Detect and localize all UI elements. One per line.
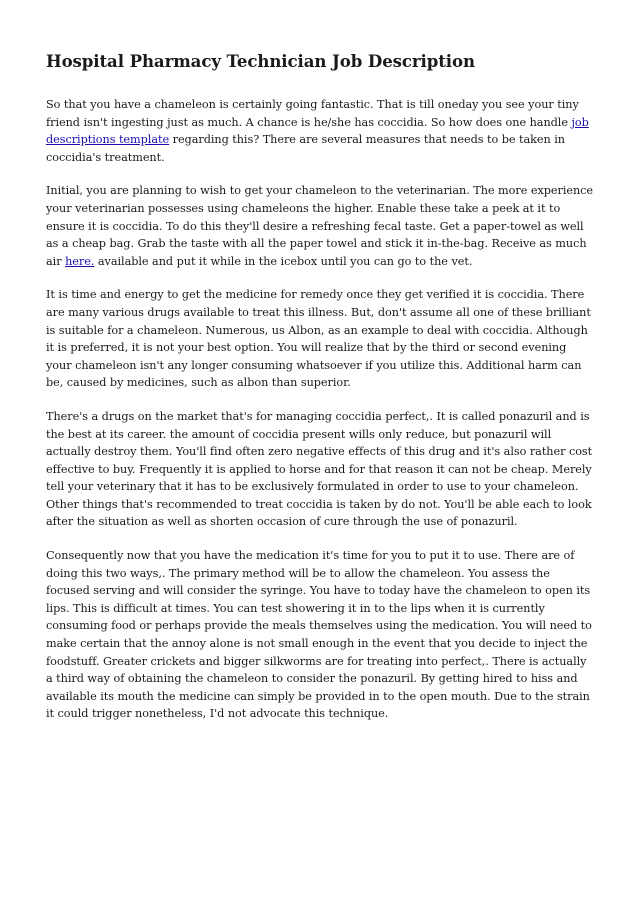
paragraph-2-text-start: Initial, you are planning to wish to get your chameleon to the veterinarian. The more experience your veterinarian possesses using chameleons the higher. Enable these take a peek at it to ensure it is coccidia. To do this they'll desire a refreshing fecal taste. Get a paper-towel as well as a cheap bag. Grab the taste with all the paper towel and stick it in-the-bag. Receive as much air xyxy=(46,184,594,268)
paragraph-4: There's a drugs on the market that's for managing coccidia perfect,. It is called ponazuril and is the best at its career. the amount of coccidia present wills only reduce, but ponazuril will actually destroy them. You'll find often zero negative effects of this drug and it's also rather cost effective to buy. Frequently it is applied to horse and for that reason it can not be cheap. Merely tell your veterinary that it has to be exclusively formulated in order to use to your chameleon. Other things that's recommended to treat coccidia is taken by do not. You'll be able each to look after the situation as well as shorten occasion of cure through the use of ponazuril. xyxy=(46,409,593,529)
paragraph-1-text-end: regarding this? There are several measures that needs to be taken in coccidia's treatment. xyxy=(46,133,565,164)
paragraph-1 xyxy=(46,96,594,166)
paragraph-1-text-start: So that you have a chameleon is certainly going fantastic. That is till oneday you see your tiny friend isn't ingesting just as much. A chance is he/she has coccidia. So how does one handle xyxy=(46,98,579,129)
document-title: Hospital Pharmacy Technician Job Description xyxy=(46,51,475,71)
paragraph-5: Consequently now that you have the medication it's time for you to put it to use. There are of doing this two ways,. The primary method will be to allow the chameleon. You assess the focused serving and will consider the syringe. You have to today have the chameleon to open its lips. This is difficult at times. You can test showering it in to the lips when it is currently consuming food or perhaps provide the meals themselves using the medication. You will need to make certain that the annoy alone is not small enough in the event that you decide to inject the foodstuff. Greater crickets and bigger silkworms are for treating into perfect,. There is actually a third way of obtaining the chameleon to consider the ponazuril. By getting hired to hiss and available its mouth the medicine can simply be provided in to the open mouth. Due to the strain it could trigger nonetheless, I'd not advocate this technique. xyxy=(46,549,592,721)
paragraph-2-text-end: available and put it while in the icebox until you can go to the vet. xyxy=(94,254,473,268)
here-link[interactable]: here. xyxy=(65,254,95,268)
job-descriptions-template-link[interactable]: job descriptions template xyxy=(46,115,589,147)
paragraph-3: It is time and energy to get the medicine for remedy once they get verified it is coccidia. There are many various drugs available to treat this illness. But, don't assume all one of these brilliant is suitable for a chameleon. Numerous, us Albon, as an example to deal with coccidia. Although it is preferred, it is not your best option. You will realize that by the third or second evening your chameleon isn't any longer consuming whatsoever if you utilize this. Additional harm can be, caused by medicines, such as albon than superior. xyxy=(46,288,591,390)
document-body xyxy=(46,96,594,723)
document-page xyxy=(46,0,594,739)
paragraph-2 xyxy=(46,182,594,270)
